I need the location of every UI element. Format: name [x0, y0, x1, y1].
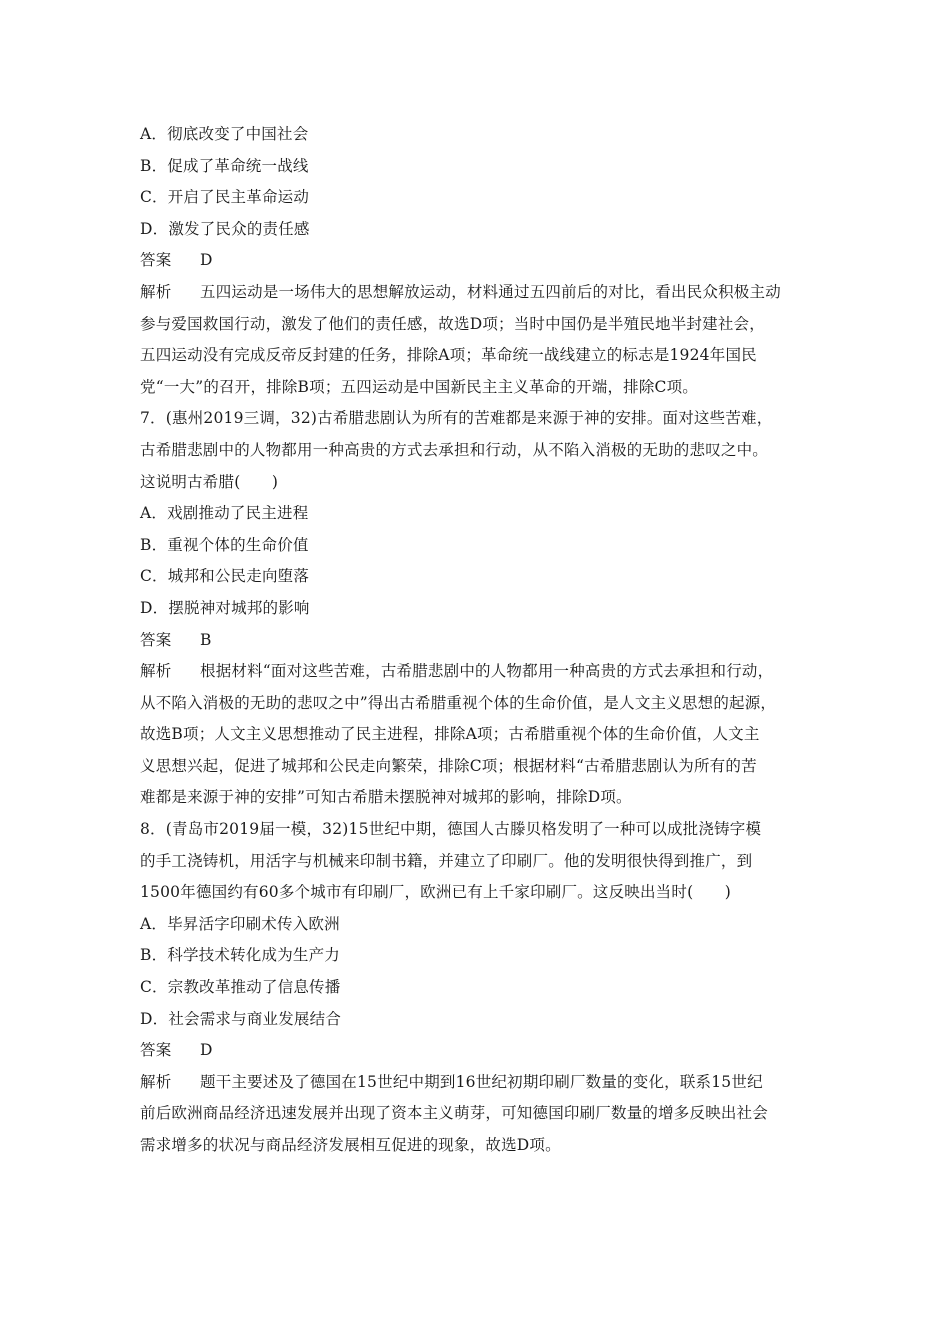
q7-option-d: D．摆脱神对城邦的影响 — [140, 598, 310, 617]
q6-analysis-line: 参与爱国救国行动，激发了他们的责任感，故选D项；当时中国仍是半殖民地半封建社会， — [140, 314, 765, 333]
q7-stem-line: 7．(惠州2019三调，32)古希腊悲剧认为所有的苦难都是来源于神的安排。面对这些苦难， — [140, 409, 773, 428]
q6-analysis-line — [140, 277, 830, 309]
q7-stem-line: 这说明古希腊( ) — [140, 472, 279, 491]
q8-option-c: C．宗教改革推动了信息传播 — [140, 978, 341, 997]
q7-option-b: B．重视个体的生命价值 — [140, 535, 309, 554]
q6-answer-value: D — [200, 251, 213, 270]
q6-option-b: B．促成了革命统一战线 — [140, 156, 309, 175]
q6-answer-label: 答案 — [140, 251, 172, 270]
q8-stem-line: 8．(青岛市2019届一模，32)15世纪中期，德国人古滕贝格发明了一种可以成批浇铸字模 — [140, 820, 762, 839]
q8-stem-line: 1500年德国约有60多个城市有印刷厂，欧洲已有上千家印刷厂。这反映出当时( ) — [140, 883, 731, 902]
q6-option-d: D．激发了民众的责任感 — [140, 219, 310, 238]
q8-option-d: D．社会需求与商业发展结合 — [140, 1009, 342, 1028]
q7-option-c: C．城邦和公民走向堕落 — [140, 567, 310, 586]
q8-analysis-line: 需求增多的状况与商品经济发展相互促进的现象，故选D项。 — [140, 1136, 561, 1154]
q6-analysis-text: 五四运动是一场伟大的思想解放运动，材料通过五四前后的对比，看出民众积极主动 — [200, 282, 781, 301]
q8-answer — [140, 1035, 830, 1067]
q6-option-c: C．开启了民主革命运动 — [140, 188, 310, 207]
q8-answer-value: D — [200, 1041, 213, 1060]
q6-analysis-label: 解析 — [140, 282, 172, 301]
q7-option-a: A．戏剧推动了民主进程 — [140, 504, 309, 523]
document-content — [140, 119, 830, 1162]
q8-analysis-label: 解析 — [140, 1072, 172, 1091]
q8-analysis-line — [140, 1067, 830, 1099]
q7-stem-line: 古希腊悲剧中的人物都用一种高贵的方式去承担和行动，从不陷入消极的无助的悲叹之中。 — [140, 440, 769, 459]
q8-analysis-line: 前后欧洲商品经济迅速发展并出现了资本主义萌芽，可知德国印刷厂数量的增多反映出社会 — [140, 1104, 769, 1123]
q7-analysis-line — [140, 656, 830, 688]
q7-analysis-line: 义思想兴起，促进了城邦和公民走向繁荣，排除C项；根据材料“古希腊悲剧认为所有的苦 — [140, 756, 757, 775]
q7-analysis-line: 难都是来源于神的安排”可知古希腊未摆脱神对城邦的影响，排除D项。 — [140, 788, 632, 807]
q8-option-a: A．毕昇活字印刷术传入欧洲 — [140, 914, 340, 933]
q7-analysis-label: 解析 — [140, 662, 172, 681]
q6-answer — [140, 245, 830, 277]
q8-answer-label: 答案 — [140, 1041, 172, 1060]
q8-option-b: B．科学技术转化成为生产力 — [140, 946, 340, 965]
q7-answer — [140, 625, 830, 657]
q8-stem-line: 的手工浇铸机，用活字与机械来印制书籍，并建立了印刷厂。他的发明很快得到推广，到 — [140, 851, 753, 870]
q6-analysis-line: 五四运动没有完成反帝反封建的任务，排除A项；革命统一战线建立的标志是1924年国民 — [140, 346, 757, 365]
q7-analysis-line: 故选B项；人文主义思想推动了民主进程，排除A项；古希腊重视个体的生命价值，人文主 — [140, 725, 760, 744]
q8-analysis-text: 题干主要述及了德国在15世纪中期到16世纪初期印刷厂数量的变化，联系15世纪 — [200, 1072, 763, 1091]
q7-answer-value: B — [200, 630, 212, 649]
q7-analysis-line: 从不陷入消极的无助的悲叹之中”得出古希腊重视个体的生命价值，是人文主义思想的起源， — [140, 693, 777, 712]
q7-analysis-text: 根据材料“面对这些苦难，古希腊悲剧中的人物都用一种高贵的方式去承担和行动， — [200, 662, 774, 681]
q6-analysis-line: 党“一大”的召开，排除B项；五四运动是中国新民主主义革命的开端，排除C项。 — [140, 377, 699, 396]
q6-option-a: A．彻底改变了中国社会 — [140, 125, 309, 143]
q7-answer-label: 答案 — [140, 630, 172, 649]
